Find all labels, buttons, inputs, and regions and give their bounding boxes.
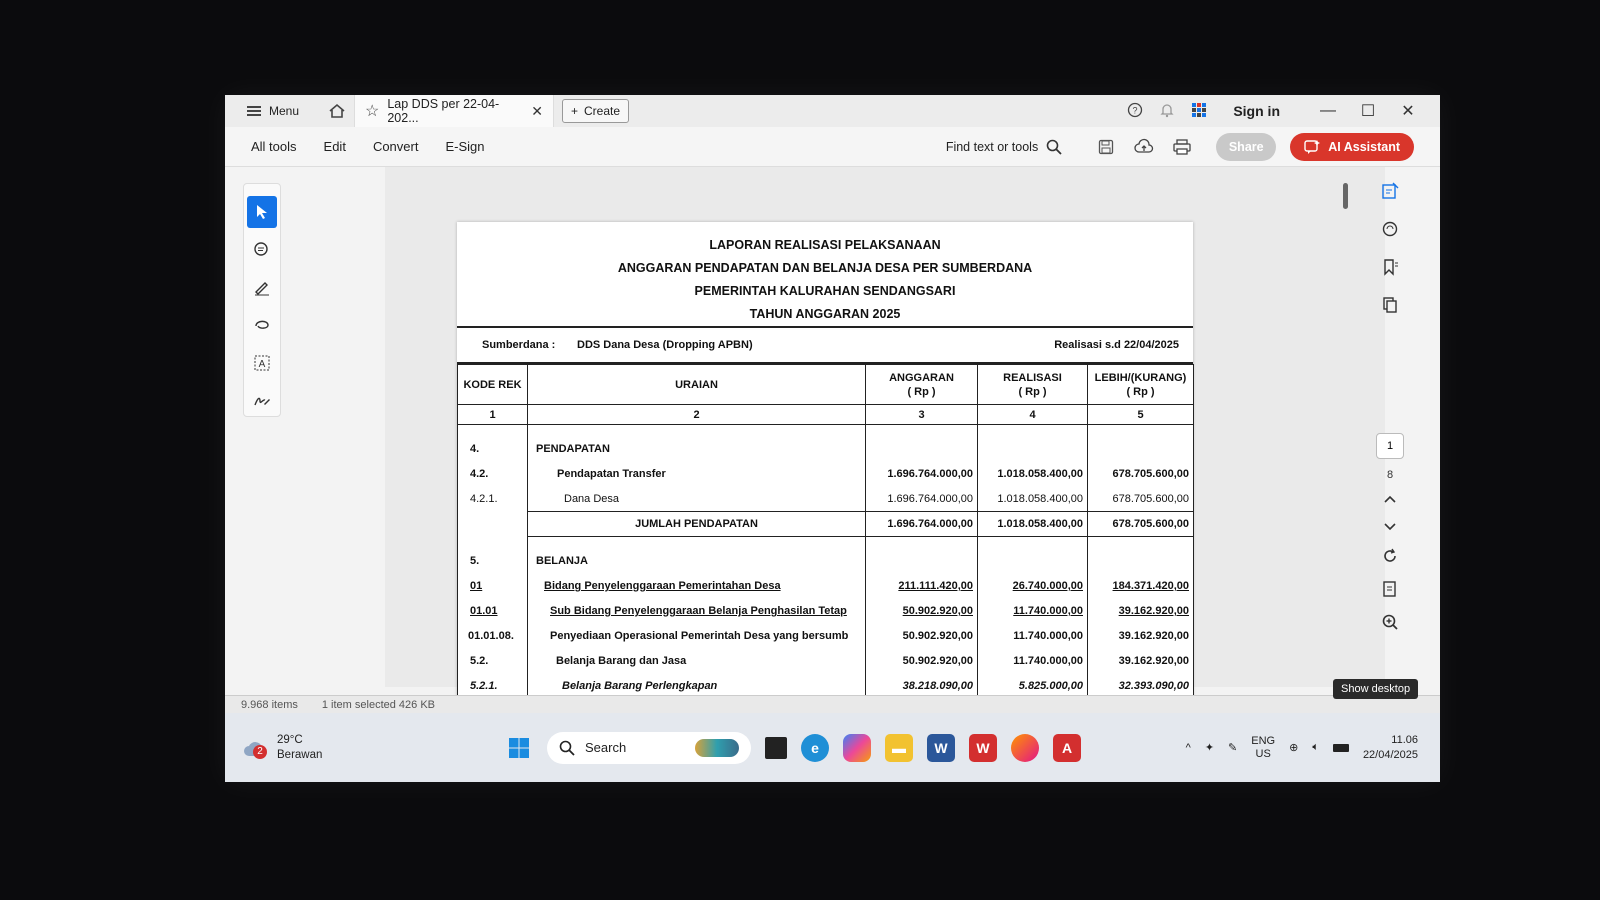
clock-time: 11.06 — [1391, 733, 1418, 746]
table-row: 5. BELANJA — [458, 549, 1194, 574]
add-comment-icon[interactable] — [247, 234, 277, 266]
close-window-icon[interactable]: ✕ — [1401, 103, 1415, 120]
report-table — [457, 364, 1194, 724]
menu-label: Menu — [269, 104, 300, 118]
pages-thumbnail-icon[interactable] — [1376, 293, 1404, 317]
edit-pdf-icon[interactable] — [1376, 179, 1404, 203]
report-title-2: ANGGARAN PENDAPATAN DAN BELANJA DESA PER SUMBERDANA — [617, 261, 1033, 275]
convert-menu[interactable]: Convert — [372, 139, 419, 154]
windows-start-icon[interactable] — [505, 734, 533, 762]
explorer-status-bar — [225, 695, 1440, 713]
save-icon[interactable] — [1094, 135, 1118, 159]
create-button[interactable] — [562, 99, 629, 123]
acrobat-icon[interactable]: A — [1053, 734, 1081, 762]
lang-code: ENG — [1251, 734, 1276, 747]
maximize-icon[interactable]: ☐ — [1360, 103, 1376, 120]
print-icon[interactable] — [1170, 135, 1194, 159]
vertical-scrollbar[interactable] — [1343, 183, 1348, 209]
find-label: Find text or tools — [945, 139, 1039, 154]
document-tab[interactable] — [354, 95, 554, 127]
sign-in-button[interactable]: Sign in — [1233, 103, 1280, 119]
volume-icon[interactable]: 🔈︎ — [1312, 741, 1319, 753]
col-number: 1 — [458, 405, 528, 425]
app-titlebar — [225, 95, 1440, 127]
sumberdana-label: Sumberdana : — [482, 339, 556, 351]
search-icon — [1046, 139, 1062, 155]
header-kode: KODE REK — [458, 365, 528, 405]
header-anggaran: ANGGARAN ( Rp ) — [866, 365, 978, 405]
highlight-pen-icon[interactable] — [247, 271, 277, 303]
refresh-icon[interactable] — [1381, 547, 1399, 570]
edge-browser-icon[interactable]: e — [801, 734, 829, 762]
table-header-row — [458, 365, 1194, 405]
header-realisasi: REALISASI ( Rp ) — [978, 365, 1088, 405]
report-title-3: PEMERINTAH KALURAHAN SENDANGSARI — [694, 284, 956, 298]
weather-widget[interactable] — [225, 733, 505, 763]
report-title-1: LAPORAN REALISASI PELAKSANAAN — [709, 238, 941, 252]
taskbar-search[interactable] — [547, 732, 751, 764]
total-pages: 8 — [1386, 469, 1394, 481]
share-button[interactable]: Share — [1216, 133, 1276, 161]
report-title-4: TAHUN ANGGARAN 2025 — [749, 307, 901, 321]
header-lebih: LEBIH/(KURANG) ( Rp ) — [1088, 365, 1194, 405]
tab-title: Lap DDS per 22-04-202... — [387, 97, 500, 125]
pdf-page — [457, 222, 1193, 702]
firefox-icon[interactable] — [1011, 734, 1039, 762]
current-page-input[interactable]: 1 — [1376, 433, 1404, 459]
edit-menu[interactable]: Edit — [323, 139, 346, 154]
upload-cloud-icon[interactable] — [1132, 135, 1156, 159]
sumberdana-row — [457, 328, 1193, 364]
table-row: 4.2.1. Dana Desa 1.696.764.000,00 1.018.058.400,00 678.705.600,00 — [458, 487, 1194, 512]
pen-icon[interactable]: ✎ — [1228, 742, 1238, 754]
copilot-icon[interactable] — [843, 734, 871, 762]
weather-condition: Berawan — [277, 748, 323, 761]
laptop-screen — [225, 95, 1440, 782]
search-highlight-icon — [695, 739, 739, 757]
ai-assistant-label: AI Assistant — [1328, 139, 1400, 154]
table-row: 5.2. Belanja Barang dan Jasa 50.902.920,00 11.740.000,00 39.162.920,00 — [458, 649, 1194, 674]
sign-icon[interactable] — [247, 384, 277, 416]
wps-office-icon[interactable]: W — [969, 734, 997, 762]
clock[interactable] — [1363, 733, 1418, 763]
select-cursor-icon[interactable] — [247, 196, 277, 228]
item-count: 9.968 items — [241, 698, 298, 711]
page-info-icon[interactable] — [1381, 580, 1399, 603]
col-number: 2 — [528, 405, 866, 425]
show-desktop-tooltip: Show desktop — [1333, 679, 1418, 699]
windows-taskbar — [225, 713, 1440, 782]
table-row: 01 Bidang Penyelenggaraan Pemerintahan Desa 211.111.420,00 26.740.000,00 184.371.420,00 — [458, 574, 1194, 599]
find-text-tools[interactable] — [946, 139, 1062, 155]
esign-menu[interactable]: E-Sign — [445, 139, 485, 154]
plus-icon: + — [571, 104, 579, 118]
task-view-icon[interactable] — [765, 737, 787, 759]
notification-bell-icon[interactable] — [1159, 102, 1175, 121]
quick-tools-panel — [243, 183, 281, 417]
realisasi-date: Realisasi s.d 22/04/2025 — [1054, 339, 1179, 351]
chevron-up-icon[interactable] — [1383, 491, 1397, 509]
hamburger-icon — [247, 106, 261, 116]
all-tools-menu[interactable]: All tools — [251, 139, 297, 154]
col-number: 3 — [866, 405, 978, 425]
menu-button[interactable] — [225, 104, 320, 118]
ai-assistant-button[interactable] — [1290, 133, 1414, 161]
system-tray — [1186, 733, 1440, 763]
show-hidden-icons[interactable]: ^ — [1185, 741, 1191, 754]
create-label: Create — [584, 104, 621, 118]
page-navigator — [1365, 433, 1415, 636]
text-box-icon[interactable] — [247, 347, 277, 379]
table-row: 4.2. Pendapatan Transfer 1.696.764.000,00 1.018.058.400,00 678.705.600,00 — [458, 462, 1194, 487]
weather-badge: 2 — [253, 745, 267, 759]
language-indicator[interactable] — [1251, 735, 1275, 761]
table-row: 01.01 Sub Bidang Penyelenggaraan Belanja Penghasilan Tetap 50.902.920,00 11.740.000,00 39.162.920,00 — [458, 599, 1194, 624]
svg-text:A: A — [258, 358, 266, 370]
search-icon — [559, 740, 575, 756]
network-icon[interactable]: ⊕ — [1289, 742, 1299, 754]
minimize-icon[interactable]: — — [1320, 102, 1336, 119]
apps-grid-icon[interactable] — [1191, 102, 1207, 121]
column-number-row — [458, 405, 1194, 425]
col-number: 4 — [978, 405, 1088, 425]
zoom-in-icon[interactable] — [1381, 613, 1399, 636]
battery-icon[interactable] — [1333, 744, 1349, 752]
col-number: 5 — [1088, 405, 1194, 425]
total-row: JUMLAH PENDAPATAN 1.696.764.000,00 1.018.058.400,00 678.705.600,00 — [458, 512, 1194, 537]
table-row: 5.2.1. Belanja Barang Perlengkapan 38.218.090,00 5.825.000,00 32.393.090,00 — [458, 674, 1194, 699]
temperature: 29°C — [277, 733, 303, 746]
close-tab-icon[interactable]: ✕ — [531, 102, 543, 119]
chevron-down-icon[interactable] — [1383, 519, 1397, 537]
help-icon[interactable] — [1127, 102, 1143, 121]
star-icon[interactable]: ☆ — [365, 103, 380, 120]
ai-assistant-icon — [1304, 139, 1320, 155]
dropbox-icon[interactable]: ✦ — [1204, 742, 1215, 754]
freehand-draw-icon[interactable] — [247, 309, 277, 341]
report-header — [457, 222, 1193, 328]
file-explorer-icon[interactable]: ▬ — [885, 734, 913, 762]
search-label: Search — [585, 740, 627, 755]
svg-text:?: ? — [1132, 105, 1138, 115]
sumberdana-value: DDS Dana Desa (Dropping APBN) — [577, 339, 753, 351]
clock-date: 22/04/2025 — [1362, 748, 1418, 761]
selection-info: 1 item selected 426 KB — [321, 698, 435, 711]
comment-panel-icon[interactable] — [1376, 217, 1404, 241]
table-row: 01.01.08. Penyediaan Operasional Pemerintah Desa yang bersumb 50.902.920,00 11.740.000,00 39.162.920,00 — [458, 624, 1194, 649]
table-row: 4. PENDAPATAN — [458, 437, 1194, 462]
word-icon[interactable]: W — [927, 734, 955, 762]
header-uraian: URAIAN — [528, 365, 866, 405]
bookmark-icon[interactable] — [1376, 255, 1404, 279]
lang-region: US — [1255, 747, 1271, 760]
home-icon[interactable] — [320, 95, 354, 127]
main-toolbar — [225, 127, 1440, 167]
document-viewport[interactable] — [385, 167, 1385, 692]
